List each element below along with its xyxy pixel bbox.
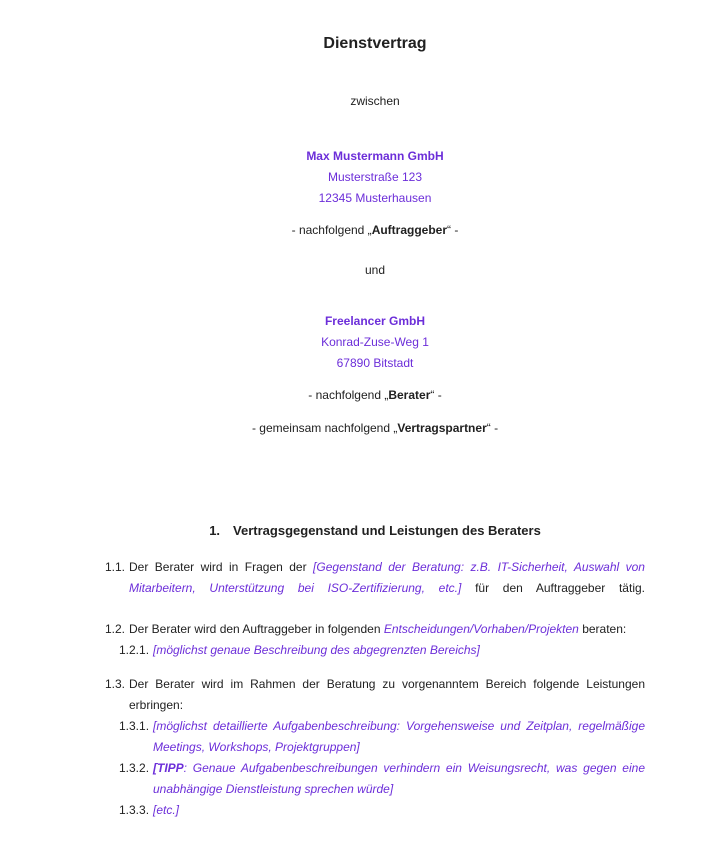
consultant-designation-term: Berater bbox=[388, 388, 431, 402]
consultant-street: Konrad-Zuse-Weg 1 bbox=[321, 335, 429, 349]
clause-1-1 bbox=[105, 557, 645, 599]
joint-designation bbox=[105, 418, 645, 439]
joint-designation-prefix: - gemeinsam nachfolgend „ bbox=[251, 421, 398, 435]
clause-1-3-2-placeholder: : Genaue Aufgabenbeschreibungen verhindern ein Weisungsrecht, was gegen eine unabhängige Dienstleistung sprechen würde] bbox=[153, 761, 645, 796]
consultant-designation-suffix: “ - bbox=[430, 388, 442, 402]
clause-1-3-run-0: Der Berater wird im Rahmen der Beratung zu vorgenanntem Bereich folgende Leistungen erbringen: bbox=[129, 677, 645, 712]
clause-1-3-3-number: 1.3.3. bbox=[119, 803, 150, 817]
clause-1-1-run-2: für den Auftraggeber tätig. bbox=[461, 581, 645, 595]
clause-1-1-text bbox=[129, 557, 645, 599]
clause-1-3-text bbox=[129, 674, 645, 716]
clause-1-3 bbox=[105, 674, 645, 716]
clause-1-2-number: 1.2. bbox=[105, 622, 126, 636]
clause-1-1-number: 1.1. bbox=[105, 560, 126, 574]
clause-1-3-1 bbox=[119, 716, 645, 758]
and-label: und bbox=[364, 263, 386, 277]
consultant-name: Freelancer GmbH bbox=[324, 314, 426, 328]
document-title: Dienstvertrag bbox=[323, 35, 427, 52]
clause-1-3-2-tipp-label: [TIPP bbox=[153, 761, 184, 775]
consultant-designation bbox=[105, 385, 645, 406]
client-name: Max Mustermann GmbH bbox=[306, 149, 444, 163]
clause-1-3-1-number: 1.3.1. bbox=[119, 719, 150, 733]
clause-1-2-1 bbox=[119, 640, 645, 661]
party-client-block bbox=[105, 146, 645, 209]
clause-1-2-placeholder: Entscheidungen/Vorhaben/Projekten bbox=[383, 622, 579, 636]
clause-1-2-run-0: Der Berater wird den Auftraggeber in folgenden bbox=[129, 622, 384, 636]
clause-1-2 bbox=[105, 619, 645, 640]
clause-1-3-2 bbox=[119, 758, 645, 800]
section-1-title: Vertragsgegenstand und Leistungen des Beraters bbox=[233, 523, 541, 538]
clause-1-2-1-number: 1.2.1. bbox=[119, 643, 150, 657]
clause-1-3-number: 1.3. bbox=[105, 677, 126, 691]
clause-1-3-2-text bbox=[153, 758, 645, 800]
joint-designation-term: Vertragspartner bbox=[397, 421, 487, 435]
consultant-city: 67890 Bitstadt bbox=[336, 356, 414, 370]
clause-1-3-3 bbox=[119, 800, 645, 821]
party-consultant-block bbox=[105, 311, 645, 374]
client-street: Musterstraße 123 bbox=[327, 170, 423, 184]
client-city: 12345 Musterhausen bbox=[318, 191, 432, 205]
clause-1-1-placeholder: [Gegenstand der Beratung: z.B. IT-Sicherheit, Auswahl von Mitarbeitern, Unterstützung bei ISO-Zertifizierung, etc.] bbox=[129, 560, 645, 595]
clause-1-1-run-0: Der Berater wird in Fragen der bbox=[129, 560, 314, 574]
clause-1-2-1-text bbox=[153, 640, 645, 661]
clause-1-2-group bbox=[105, 619, 645, 661]
section-1-heading bbox=[105, 521, 645, 540]
clause-1-3-2-number: 1.3.2. bbox=[119, 761, 150, 775]
client-designation bbox=[105, 220, 645, 241]
client-designation-term: Auftraggeber bbox=[371, 223, 448, 237]
clause-1-3-1-placeholder: [möglichst detaillierte Aufgabenbeschreibung: Vorgehensweise und Zeitplan, regelmäßige Meetings, Workshops, Projektgruppen] bbox=[153, 719, 645, 754]
clause-1-3-3-placeholder: [etc.] bbox=[153, 803, 180, 817]
clause-1-3-group bbox=[105, 674, 645, 821]
client-designation-prefix: - nachfolgend „ bbox=[291, 223, 372, 237]
section-1-body bbox=[105, 557, 645, 821]
clause-1-2-run-2: beraten: bbox=[578, 622, 627, 636]
between-label: zwischen bbox=[350, 94, 400, 108]
clause-1-2-text bbox=[129, 619, 645, 640]
clause-1-2-1-placeholder: [möglichst genaue Beschreibung des abgegrenzten Bereichs] bbox=[153, 643, 480, 657]
section-1-number: 1. bbox=[209, 523, 221, 538]
clause-1-3-3-text bbox=[153, 800, 645, 821]
joint-designation-suffix: “ - bbox=[486, 421, 499, 435]
consultant-designation-prefix: - nachfolgend „ bbox=[308, 388, 389, 402]
client-designation-suffix: “ - bbox=[447, 223, 459, 237]
clause-1-3-1-text bbox=[153, 716, 645, 758]
